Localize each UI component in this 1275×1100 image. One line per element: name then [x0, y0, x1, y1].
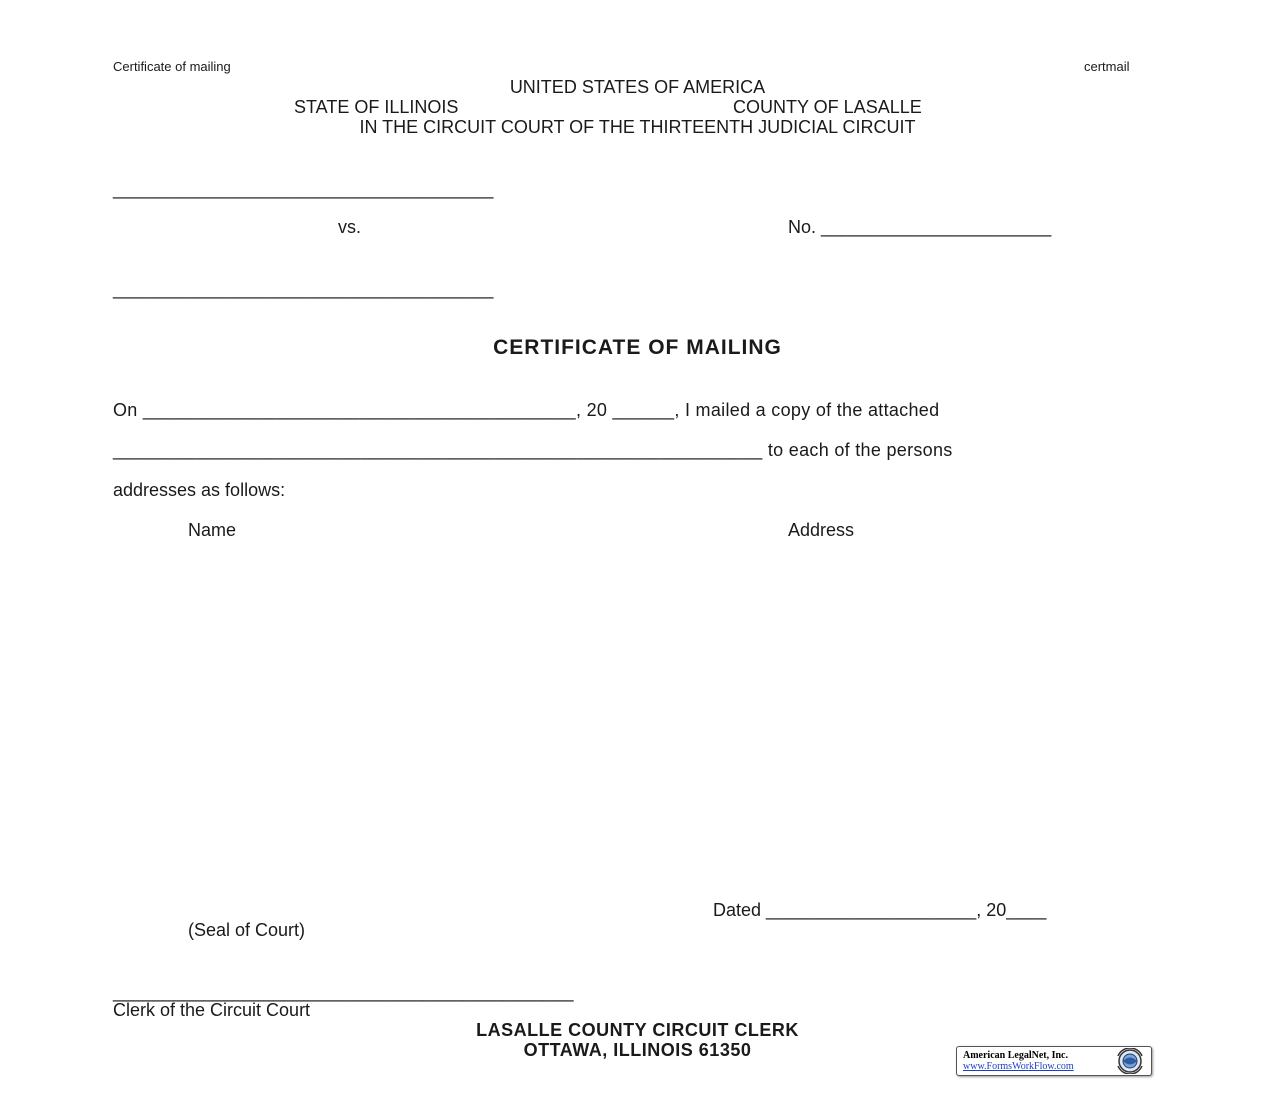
vs-label: vs. [338, 217, 362, 237]
address-column-header: Address [788, 520, 855, 540]
mailing-statement-line2[interactable]: _______________________________________________________________ to each of the persons [113, 440, 953, 460]
plaintiff-field[interactable]: ______________________________________ [113, 179, 494, 199]
form-code: certmail [1084, 59, 1130, 74]
logo-company-name: American LegalNet, Inc. [963, 1050, 1068, 1061]
case-number-field[interactable]: No. _______________________ [788, 217, 1052, 237]
state-heading: STATE OF ILLINOIS [294, 97, 459, 117]
form-name: Certificate of mailing [113, 59, 231, 74]
dated-field[interactable]: Dated _____________________, 20____ [713, 900, 1047, 920]
name-column-header: Name [188, 520, 237, 540]
country-heading: UNITED STATES OF AMERICA [509, 77, 766, 97]
mailing-statement-line3: addresses as follows: [113, 480, 286, 500]
court-heading: IN THE CIRCUIT COURT OF THE THIRTEENTH JUDICIAL CIRCUIT [359, 117, 916, 137]
clerk-label: Clerk of the Circuit Court [113, 1000, 311, 1020]
defendant-field[interactable]: ______________________________________ [113, 279, 494, 299]
seal-label: (Seal of Court) [188, 920, 306, 940]
logo-url-link[interactable]: www.FormsWorkFlow.com [963, 1061, 1074, 1072]
clerk-office-name: LASALLE COUNTY CIRCUIT CLERK [476, 1020, 799, 1040]
clerk-signature-field[interactable]: ______________________________________________ [113, 982, 574, 1002]
globe-icon [1112, 1048, 1148, 1074]
mailing-statement-line1[interactable]: On __________________________________________, 20 ______, I mailed a copy of the attached [113, 400, 940, 420]
county-heading: COUNTY OF LASALLE [733, 97, 922, 117]
clerk-office-address: OTTAWA, ILLINOIS 61350 [523, 1040, 752, 1060]
legalnet-logo[interactable] [956, 1046, 1152, 1076]
document-title: CERTIFICATE OF MAILING [493, 336, 782, 359]
